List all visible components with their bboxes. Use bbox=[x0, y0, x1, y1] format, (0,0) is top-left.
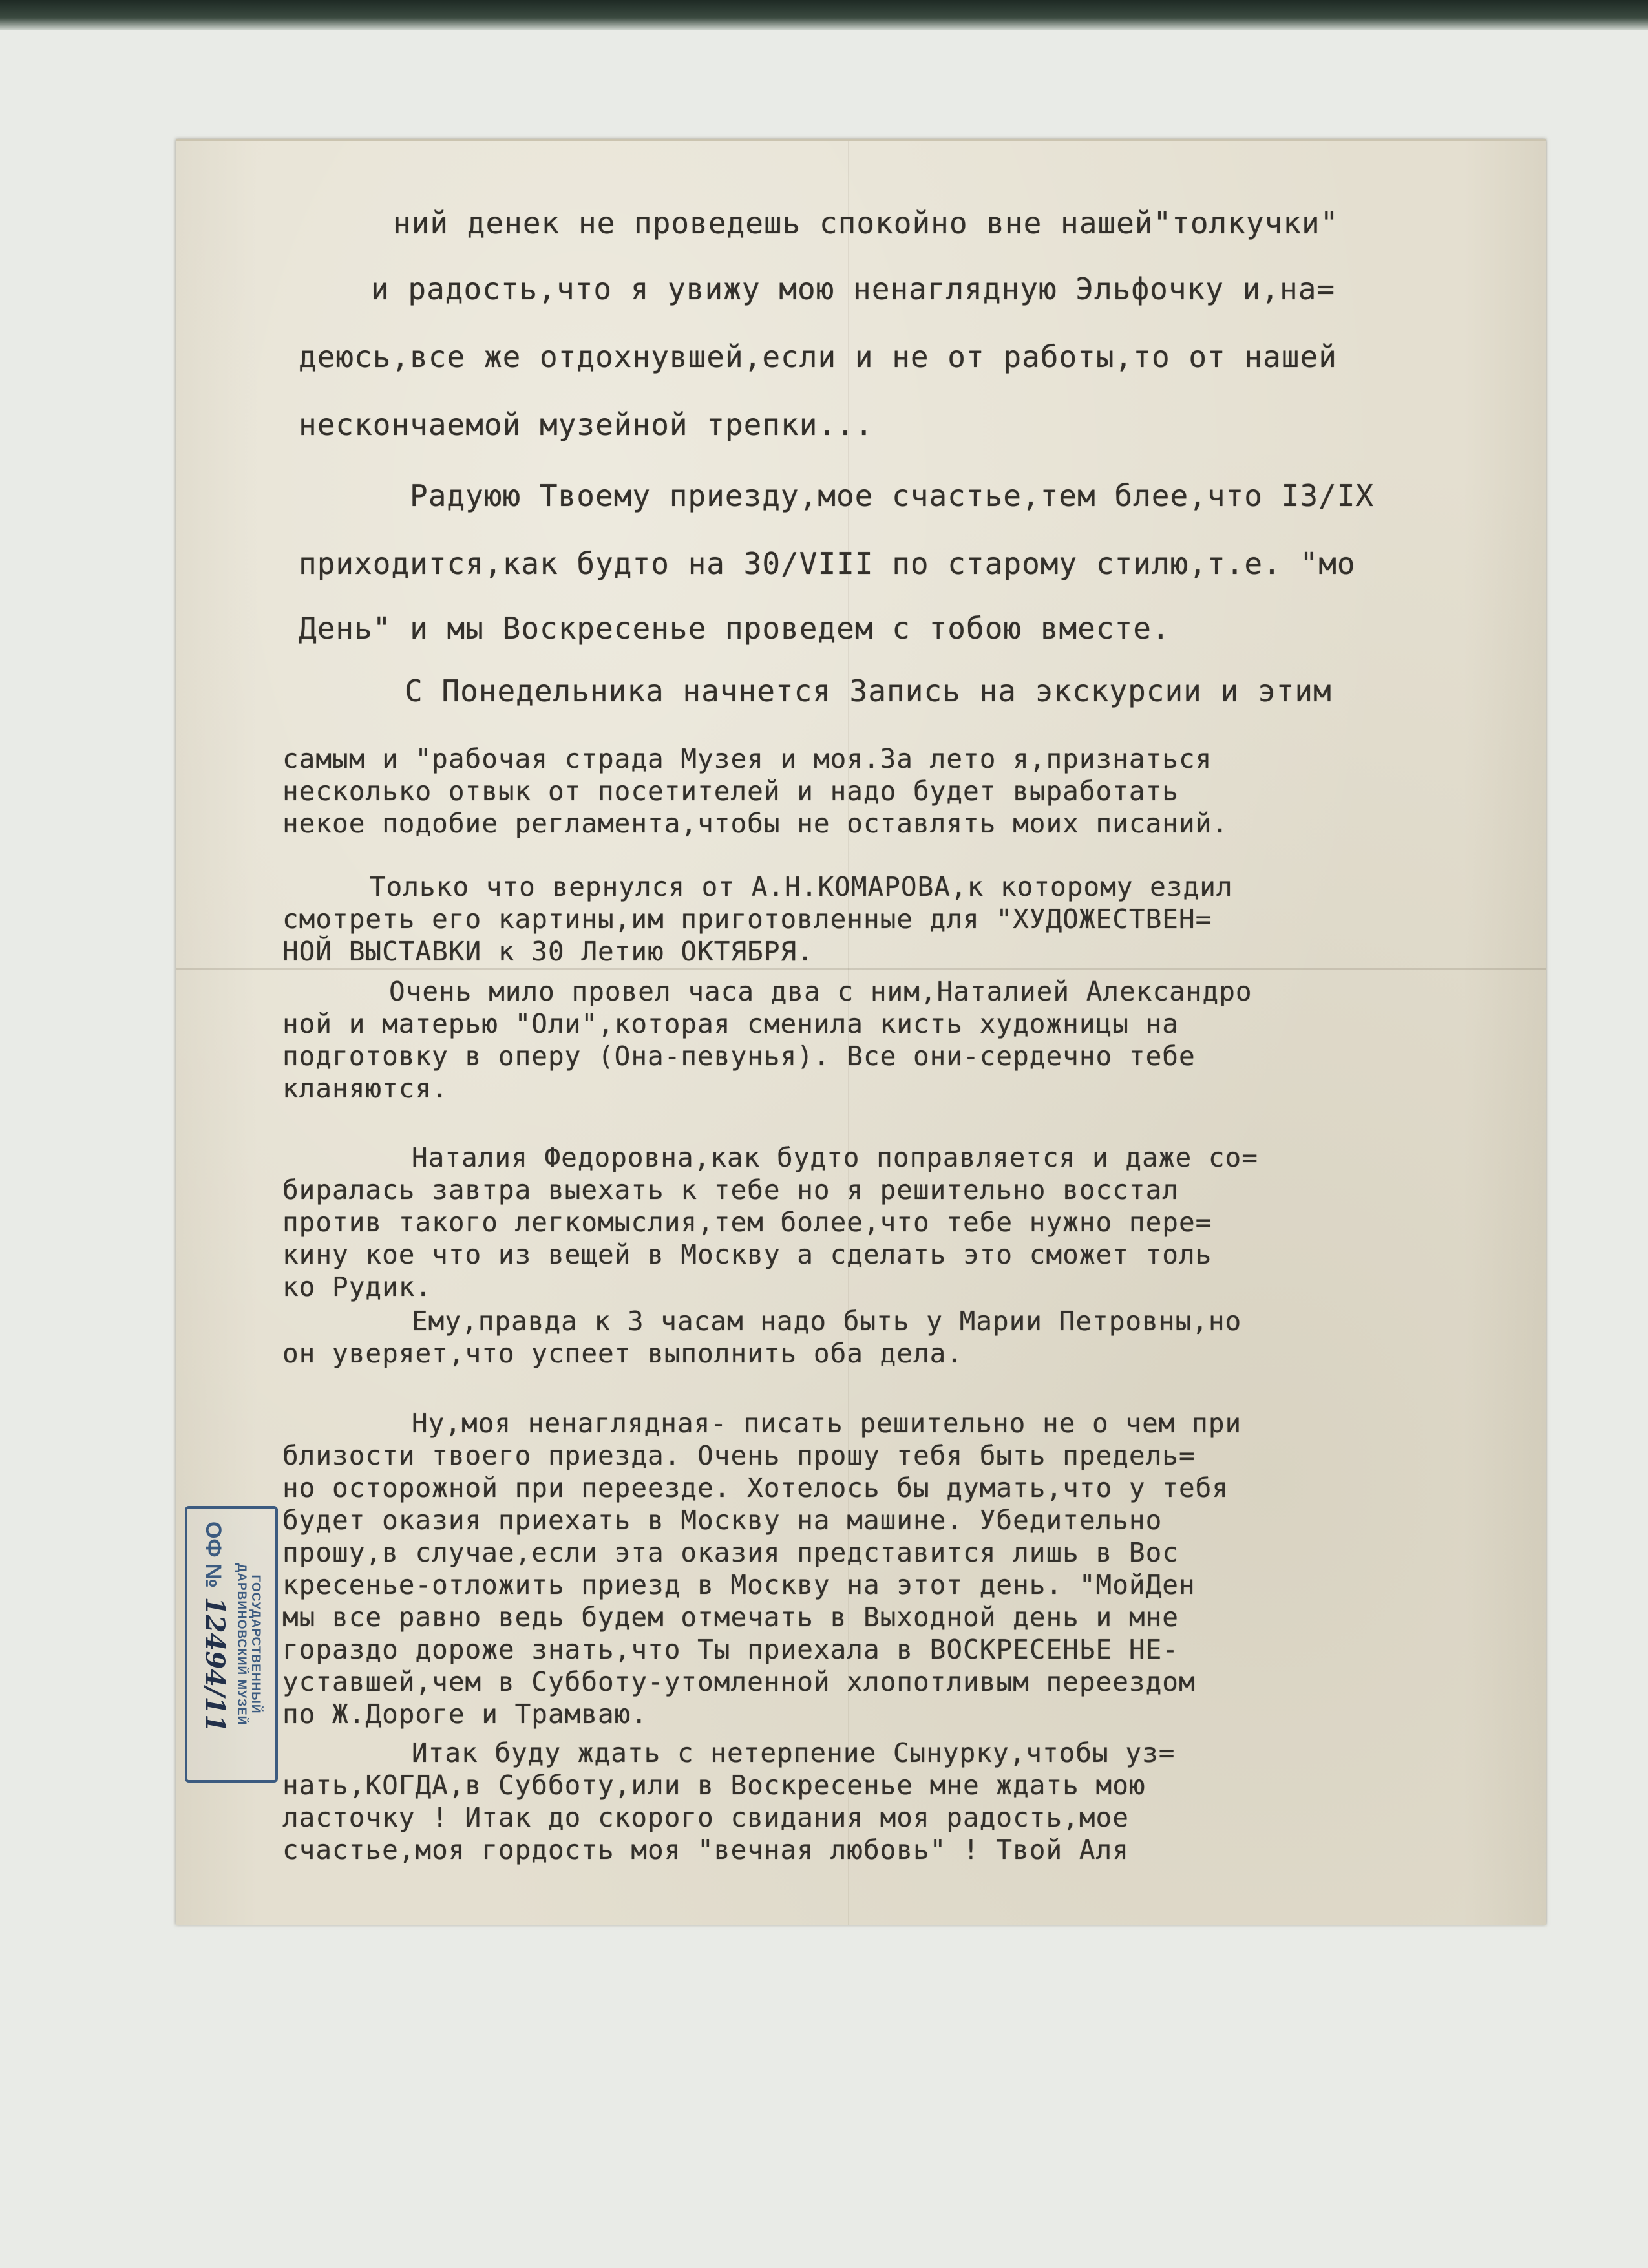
letter-line: деюсь,все же отдохнувшей,если и не от работы,то от нашей bbox=[299, 339, 1337, 374]
museum-stamp bbox=[185, 1506, 278, 1783]
letter-line: он уверяет,что успеет выполнить оба дела. bbox=[282, 1338, 964, 1369]
letter-line: нескончаемой музейной трепки... bbox=[299, 407, 874, 442]
letter-line: Только что вернулся от А.Н.КОМАРОВА,к которому ездил bbox=[370, 871, 1233, 902]
letter-line: День" и мы Воскресенье проведем с тобою вместе. bbox=[299, 611, 1170, 646]
letter-line: Наталия Федоровна,как будто поправляется и даже со= bbox=[412, 1142, 1258, 1173]
letter-line: подготовку в оперу (Она-певунья). Все они-сердечно тебе bbox=[282, 1041, 1196, 1072]
letter-line: ко Рудик. bbox=[282, 1271, 432, 1302]
letter-line: НОЙ ВЫСТАВКИ к 30 Летию ОКТЯБРЯ. bbox=[282, 936, 814, 967]
stamp-prefix: ОФ № bbox=[201, 1521, 226, 1588]
letter-line: мы все равно ведь будем отмечать в Выходной день и мне bbox=[282, 1602, 1179, 1633]
paper-fold bbox=[176, 968, 1546, 970]
letter-line: биралась завтра выехать к тебе но я решительно восстал bbox=[282, 1174, 1179, 1205]
letter-line: Итак буду ждать с нетерпение Сынурку,чтобы уз= bbox=[412, 1737, 1176, 1768]
letter-line: кину кое что из вещей в Москву а сделать это сможет толь bbox=[282, 1239, 1212, 1270]
letter-line: несколько отвык от посетителей и надо будет выработать bbox=[282, 776, 1179, 807]
letter-line: приходится,как будто на 30/VIII по старому стилю,т.е. "мо bbox=[299, 546, 1356, 581]
letter-line: но осторожной при переезде. Хотелось бы думать,что у тебя bbox=[282, 1472, 1229, 1503]
stamp-inventory-number bbox=[200, 1515, 231, 1774]
letter-line: по Ж.Дороге и Трамваю. bbox=[282, 1699, 648, 1730]
letter-line: С Понедельника начнется Запись на экскурсии и этим bbox=[405, 673, 1332, 708]
letter-line: ной и матерью "Оли",которая сменила кисть художницы на bbox=[282, 1008, 1179, 1039]
letter-line: смотреть его картины,им приготовленные для "ХУДОЖЕСТВЕН= bbox=[282, 904, 1212, 935]
letter-line: Очень мило провел часа два с ним,Наталией Александро bbox=[389, 976, 1252, 1007]
letter-line: ласточку ! Итак до скорого свидания моя радость,мое bbox=[282, 1802, 1129, 1833]
letter-line: счастье,моя гордость моя "вечная любовь" ! Твой Аля bbox=[282, 1834, 1129, 1865]
letter-line: Радуюю Твоему приезду,мое счастье,тем блее,что I3/IX bbox=[410, 478, 1375, 513]
letter-line: уставшей,чем в Субботу-утомленной хлопотливым переездом bbox=[282, 1666, 1196, 1697]
letter-line: Ну,моя ненаглядная- писать решительно не о чем при bbox=[412, 1408, 1242, 1439]
letter-line: прошу,в случае,если эта оказия представится лишь в Вос bbox=[282, 1537, 1179, 1568]
letter-line: гораздо дороже знать,что Ты приехала в ВОСКРЕСЕНЬЕ НЕ- bbox=[282, 1634, 1179, 1665]
letter-line: ний денек не проведешь спокойно вне нашей"толкучки" bbox=[393, 206, 1339, 240]
letter-line: кланяются. bbox=[282, 1073, 449, 1104]
letter-line: нать,КОГДА,в Субботу,или в Воскресенье мне ждать мою bbox=[282, 1770, 1146, 1801]
letter-line: кресенье-отложить приезд в Москву на этот день. "МойДен bbox=[282, 1569, 1196, 1600]
letter-line: и радость,что я увижу мою ненаглядную Эльфочку и,на= bbox=[371, 271, 1336, 306]
letter-line: некое подобие регламента,чтобы не оставлять моих писаний. bbox=[282, 808, 1229, 839]
stamp-org-line: ДАРВИНОВСКИЙ МУЗЕЙ bbox=[235, 1563, 249, 1726]
letter-line: Ему,правда к 3 часам надо быть у Марии Петровны,но bbox=[412, 1306, 1242, 1337]
letter-line: будет оказия приехать в Москву на машине. Убедительно bbox=[282, 1505, 1163, 1536]
letter-line: против такого легкомыслия,тем более,что тебе нужно пере= bbox=[282, 1207, 1212, 1238]
stamp-handwritten-number: 12494/11 bbox=[200, 1596, 231, 1733]
letter-line: близости твоего приезда. Очень прошу тебя быть предель= bbox=[282, 1440, 1196, 1471]
letter-line: самым и "рабочая страда Музея и моя.За лето я,признаться bbox=[282, 743, 1212, 774]
stamp-org-line: ГОСУДАРСТВЕННЫЙ bbox=[249, 1574, 263, 1714]
scanner-edge bbox=[0, 0, 1648, 30]
